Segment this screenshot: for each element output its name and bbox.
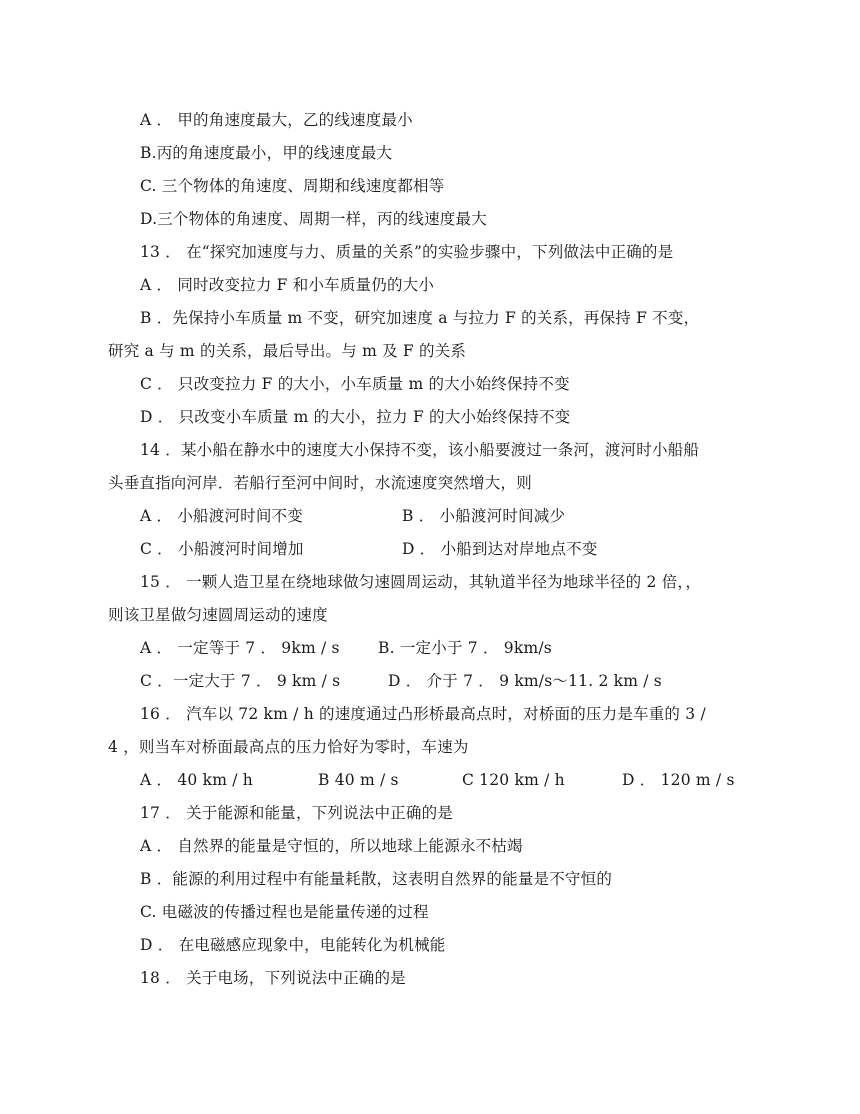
q13-stem: 13 ． 在“探究加速度与力、质量的关系”的实验步骤中，下列做法中正确的是 — [140, 243, 674, 261]
q13-option-c: C ． 只改变拉力 F 的大小，小车质量 m 的大小始终保持不变 — [140, 375, 570, 393]
q16-option-b: B 40 m / s — [318, 771, 399, 789]
q15-option-c: C ．一定大于 7 ． 9 km / s — [140, 672, 341, 690]
q16-option-c: C 120 km / h — [462, 771, 565, 789]
q13-option-d: D ． 只改变小车质量 m 的大小，拉力 F 的大小始终保持不变 — [140, 408, 571, 426]
q12-option-c: C. 三个物体的角速度、周期和线速度都相等 — [140, 177, 445, 195]
q17-option-d: D ． 在电磁感应现象中，电能转化为机械能 — [140, 936, 446, 954]
q15-option-a: A ． 一定等于 7 ． 9km / s — [140, 639, 340, 657]
q18-stem: 18 ． 关于电场，下列说法中正确的是 — [140, 969, 406, 987]
q15-option-d: D ． 介于 7 ． 9 km/s～11. 2 km / s — [388, 672, 662, 690]
q13-option-a: A ． 同时改变拉力 F 和小车质量仍的大小 — [140, 276, 435, 294]
q12-option-b: B.丙的角速度最小，甲的线速度最大 — [140, 144, 393, 162]
q13-option-b-line2: 研究 a 与 m 的关系，最后导出。与 m 及 F 的关系 — [108, 342, 467, 360]
q15-option-b: B. 一定小于 7 ． 9km/s — [378, 639, 552, 657]
q16-stem-line1: 16 ． 汽车以 72 km / h 的速度通过凸形桥最高点时，对桥面的压力是车重的 3 / — [140, 705, 706, 723]
q16-option-a: A ． 40 km / h — [140, 771, 253, 789]
q17-option-a: A ． 自然界的能量是守恒的，所以地球上能源永不枯竭 — [140, 837, 523, 855]
q17-stem: 17 ． 关于能源和能量，下列说法中正确的是 — [140, 804, 453, 822]
q17-option-b: B ．能源的利用过程中有能量耗散，这表明自然界的能量是不守恒的 — [140, 870, 613, 888]
q14-stem-line1: 14 ．某小船在静水中的速度大小保持不变，该小船要渡过一条河，渡河时小船船 — [140, 441, 700, 459]
q12-option-d: D.三个物体的角速度、周期一样，丙的线速度最大 — [140, 210, 487, 228]
q15-stem-line1: 15 ． 一颗人造卫星在绕地球做匀速圆周运动，其轨道半径为地球半径的 2 倍，， — [140, 573, 702, 591]
q12-option-a: A ． 甲的角速度最大，乙的线速度最小 — [140, 111, 413, 129]
q14-option-a: A ． 小船渡河时间不变 — [140, 507, 303, 525]
q14-stem-line2: 头垂直指向河岸．若船行至河中间时，水流速度突然增大，则 — [108, 474, 532, 492]
q14-option-d: D ． 小船到达对岸地点不变 — [402, 540, 598, 558]
q13-option-b-line1: B ．先保持小车质量 m 不变，研究加速度 a 与拉力 F 的关系，再保持 F 不变， — [140, 309, 700, 327]
q16-stem-line2: 4 ，则当车对桥面最高点的压力恰好为零时，车速为 — [108, 738, 469, 756]
q14-option-b: B ． 小船渡河时间减少 — [402, 507, 566, 525]
q17-option-c: C. 电磁波的传播过程也是能量传递的过程 — [140, 903, 429, 921]
q14-option-c: C ． 小船渡河时间增加 — [140, 540, 304, 558]
q16-option-d: D ． 120 m / s — [622, 771, 735, 789]
q15-stem-line2: 则该卫星做匀速圆周运动的速度 — [108, 606, 328, 624]
